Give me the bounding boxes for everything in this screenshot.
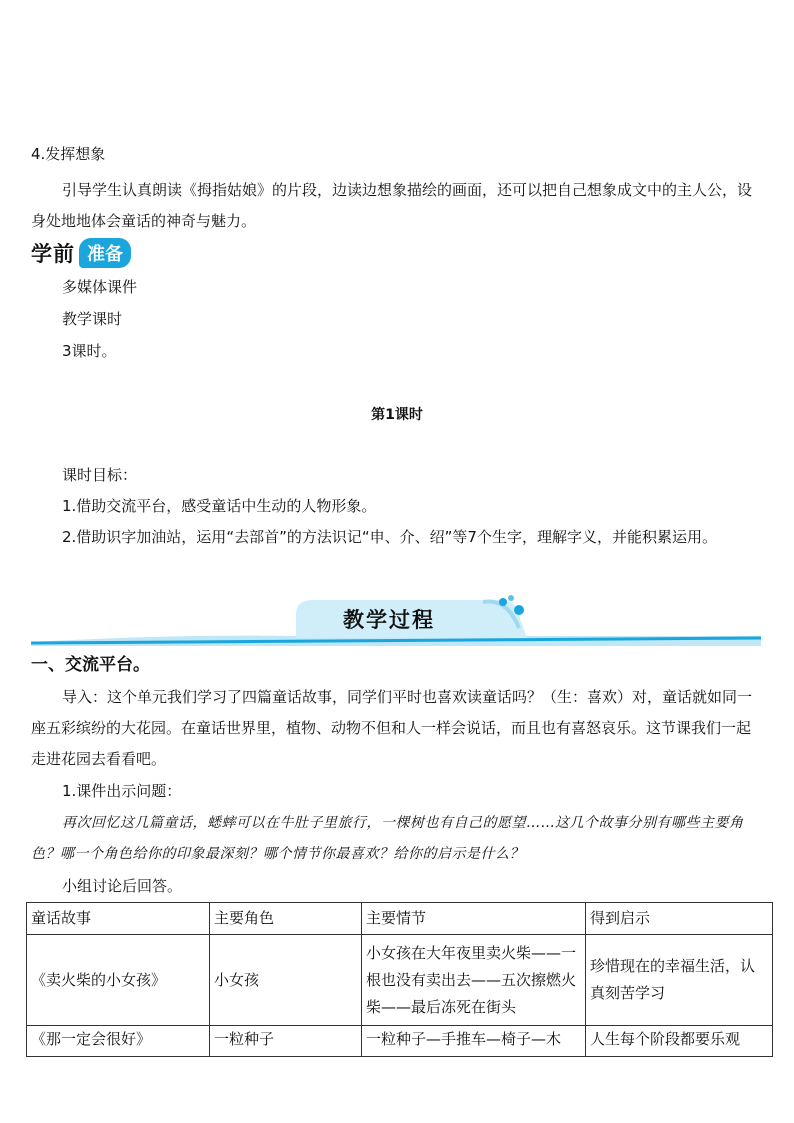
table-cell: 一粒种子 <box>210 1026 362 1057</box>
banner-title: 教学过程 <box>343 608 435 632</box>
question-text: 再次回忆这几篇童话，蟋蟀可以在牛肚子里旅行，一棵树也有自己的愿望……这几个故事分别有哪些主要角色？哪一个角色给你的印象最深刻？哪个情节你最喜欢？给你的启示是什么？ <box>31 815 744 862</box>
table-cell: 《那一定会很好》 <box>27 1026 210 1057</box>
table-header-cell: 童话故事 <box>27 903 210 935</box>
lesson-title: 第1课时 <box>371 407 423 423</box>
prep-badge-part2: 准备 <box>79 238 131 268</box>
story-table <box>26 902 773 1057</box>
table-header-cell: 得到启示 <box>586 903 773 935</box>
droplet-icon <box>508 595 514 601</box>
goals-label: 课时目标： <box>62 466 138 484</box>
table-header-cell: 主要情节 <box>362 903 586 935</box>
goal-item: 1.借助交流平台，感受童话中生动的人物形象。 <box>62 497 377 515</box>
section1-title: 一、交流平台。 <box>31 655 150 675</box>
prep-line: 3课时。 <box>62 342 117 360</box>
table-cell: 人生每个阶段都要乐观 <box>586 1026 773 1057</box>
step1-label: 1.课件出示问题： <box>62 782 182 800</box>
prep-line: 教学课时 <box>62 310 123 328</box>
table-cell: 一粒种子—手推车—椅子—木 <box>362 1026 586 1057</box>
droplet-icon <box>514 605 524 615</box>
table-header-cell: 主要角色 <box>210 903 362 935</box>
droplet-icon <box>499 598 507 606</box>
goal-item: 2.借助识字加油站，运用“去部首”的方法识记“申、介、绍”等7个生字，理解字义，并能积累运用。 <box>62 528 717 546</box>
table-cell: 《卖火柴的小女孩》 <box>27 935 210 1026</box>
table-row <box>27 1026 773 1057</box>
prep-badge <box>31 238 131 268</box>
item4-text: 引导学生认真朗读《拇指姑娘》的片段，边读边想象描绘的画面，还可以把自己想象成文中的主人公，设身处地地体会童话的神奇与魅力。 <box>31 181 753 230</box>
table-row <box>27 935 773 1026</box>
item4-title: 4.发挥想象 <box>31 145 106 163</box>
table-cell: 小女孩 <box>210 935 362 1026</box>
process-intro: 导入：这个单元我们学习了四篇童话故事，同学们平时也喜欢读童话吗？（生：喜欢）对，童话就如同一座五彩缤纷的大花园。在童话世界里，植物、动物不但和人一样会说话，而且也有喜怒哀乐。这节课我们一起走进花园去看看吧。 <box>31 688 753 768</box>
table-header-row <box>27 903 773 935</box>
table-cell: 小女孩在大年夜里卖火柴——一根也没有卖出去——五次擦燃火柴——最后冻死在街头 <box>362 935 586 1026</box>
prep-line: 多媒体课件 <box>62 278 138 296</box>
discuss-text: 小组讨论后回答。 <box>62 877 183 895</box>
table-cell: 珍惜现在的幸福生活，认真刻苦学习 <box>586 935 773 1026</box>
prep-badge-part1: 学前 <box>31 242 75 266</box>
